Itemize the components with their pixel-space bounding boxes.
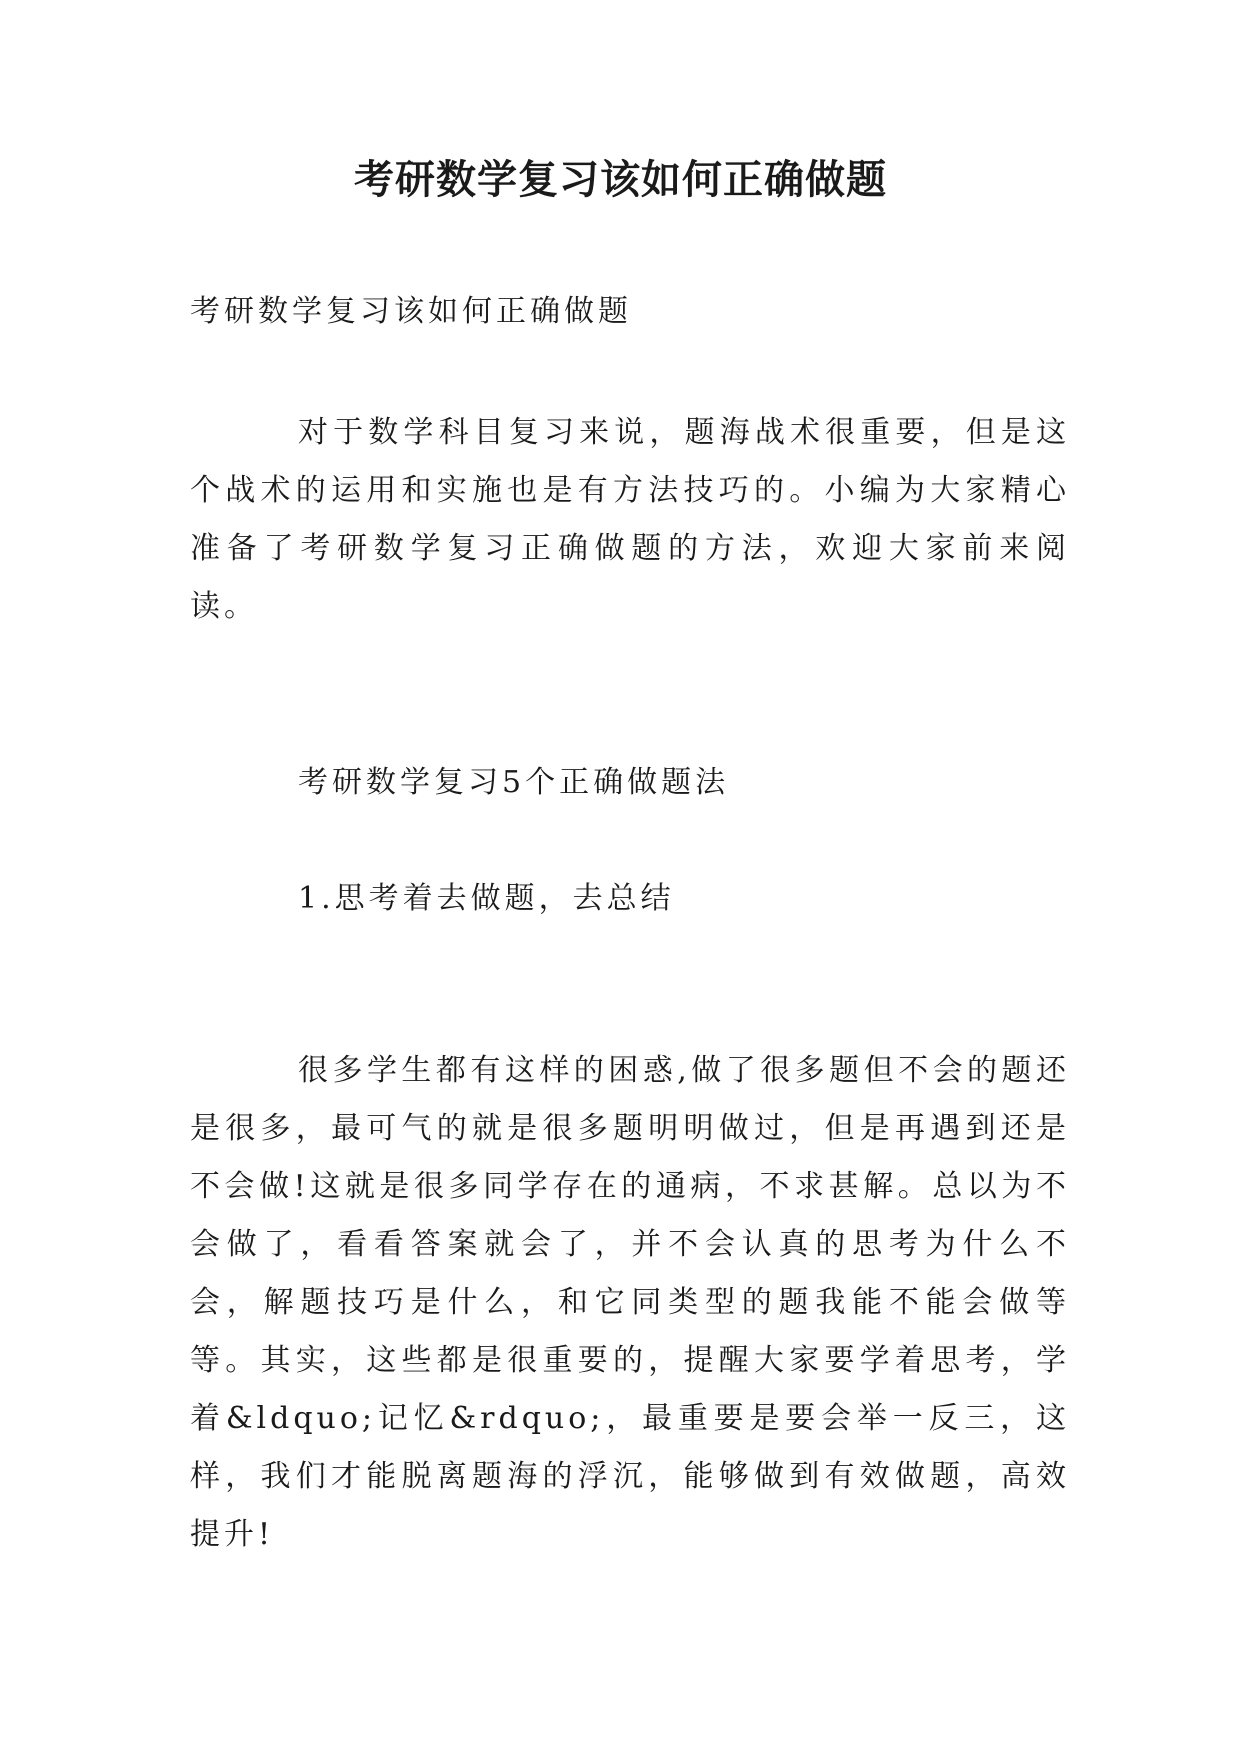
intro-paragraph: 对于数学科目复习来说，题海战术很重要，但是这个战术的运用和实施也是有方法技巧的。小编为大家精心准备了考研数学复习正确做题的方法，欢迎大家前来阅读。 <box>190 415 1070 624</box>
section-heading: 考研数学复习5个正确做题法 <box>298 765 730 800</box>
item-body-paragraph: 很多学生都有这样的困惑,做了很多题但不会的题还是很多，最可气的就是很多题明明做过，但是再遇到还是不会做!这就是很多同学存在的通病，不求甚解。总以为不会做了，看看答案就会了，并不会认真的思考为什么不会，解题技巧是什么，和它同类型的题我能不能会做等等。其实，这些都是很重要的，提醒大家要学着思考，学着&ldquo;记忆&rdquo;，最重要是要会举一反三，这样，我们才能脱离题海的浮沉，能够做到有效做题，高效提升! <box>190 1053 1070 1552</box>
document-title: 考研数学复习该如何正确做题 <box>354 157 887 203</box>
document-subtitle: 考研数学复习该如何正确做题 <box>190 294 632 329</box>
item-heading: 1.思考着去做题，去总结 <box>298 881 675 916</box>
